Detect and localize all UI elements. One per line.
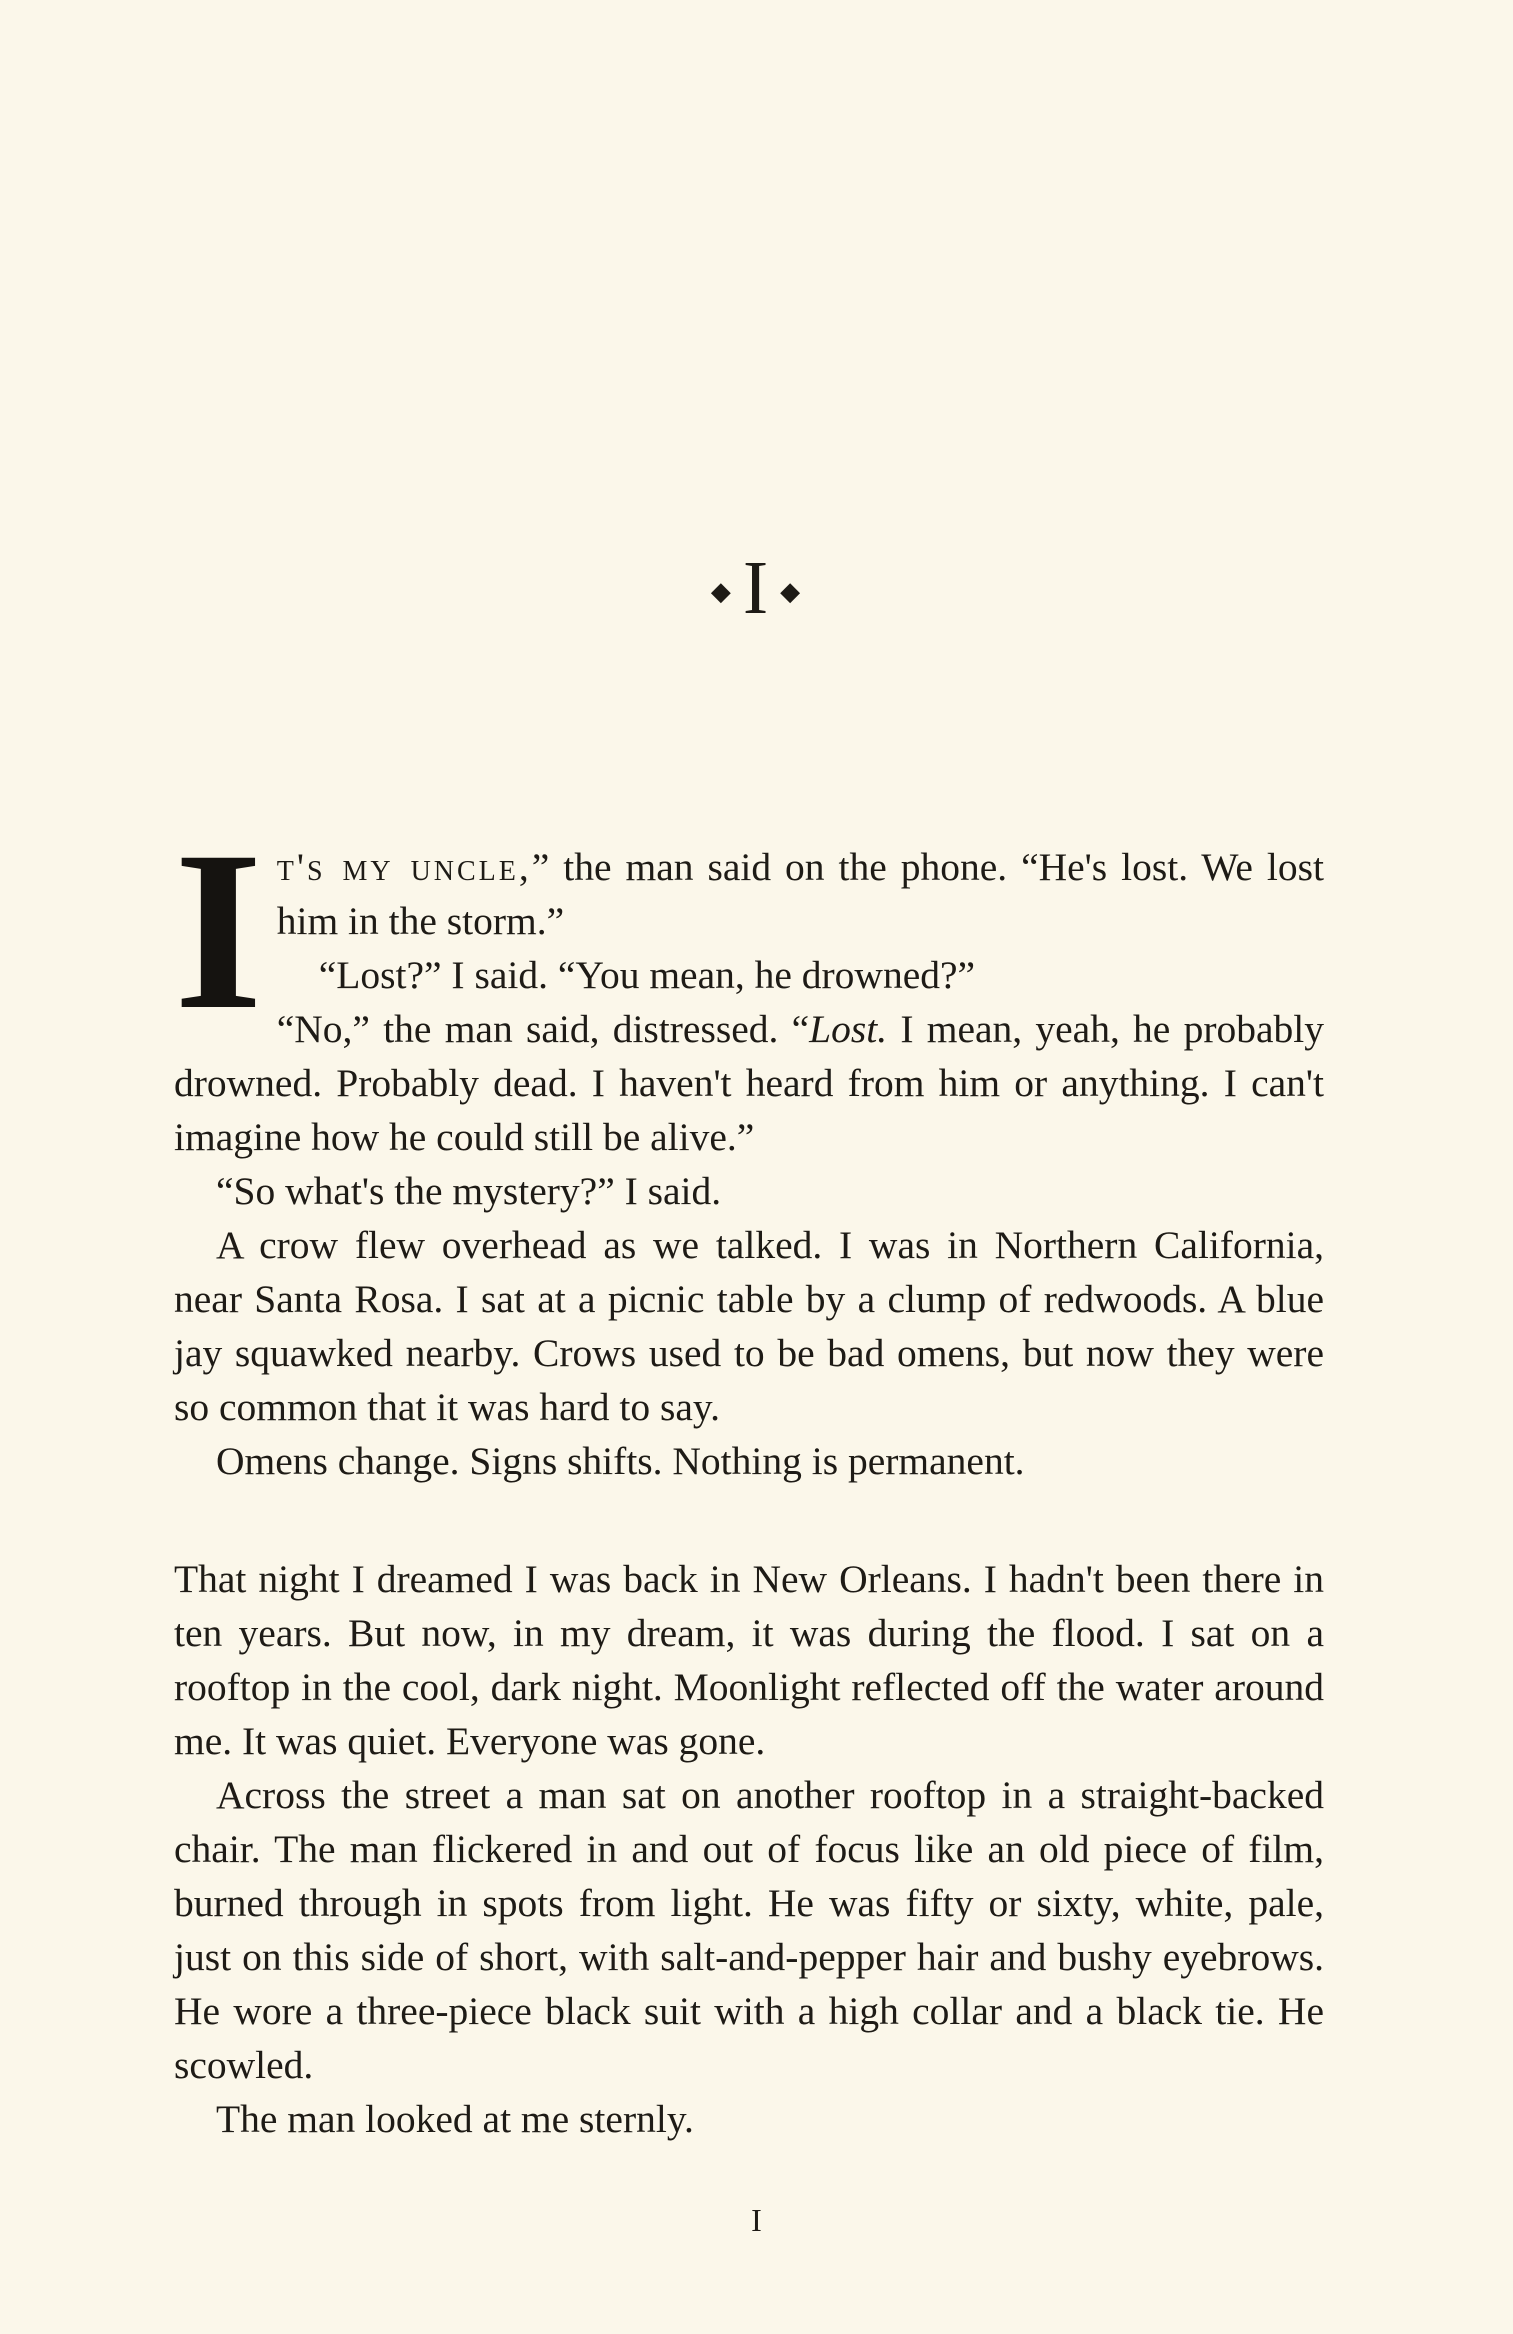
chapter-numeral: I [742, 546, 771, 630]
paragraph: The man looked at me sternly. [216, 2097, 694, 2141]
italic-word: Lost. [809, 1007, 888, 1051]
paragraph-text: I mean, yeah, he probably drowned. Probably dead. I haven't heard from him or anything. I can't imagine how he could still be alive.” [174, 1007, 1324, 1159]
section-two [174, 1552, 1324, 2146]
section-one [174, 805, 1324, 1488]
paragraph [174, 1002, 1324, 1164]
diamond-ornament-left-icon: ◆ [710, 576, 733, 606]
paragraph-text: “No,” the man said, distressed. “ [276, 1007, 810, 1051]
diamond-ornament-right-icon: ◆ [780, 576, 803, 606]
paragraph-opening [174, 840, 1324, 948]
chapter-heading [0, 548, 1513, 636]
paragraph: Across the street a man sat on another rooftop in a straight-backed chair. The man flickered in and out of focus like an old piece of film, burned through in spots from light. He was fifty or sixty, white, pale, just on this side of short, with salt-and-pepper hair and bushy eyebrows. He wore a three-piece black suit with a high collar and a black tie. He scowled. [174, 1773, 1324, 2087]
paragraph: A crow flew overhead as we talked. I was in Northern California, near Santa Rosa. I sat at a picnic table by a clump of redwoods. A blue jay squawked nearby. Crows used to be bad omens, but now they were so common that it was hard to say. [174, 1223, 1324, 1429]
paragraph: That night I dreamed I was back in New Orleans. I hadn't been there in ten years. But now, in my dream, it was during the flood. I sat on a rooftop in the cool, dark night. Moonlight reflected off the water around me. It was quiet. Everyone was gone. [174, 1557, 1324, 1763]
opening-small-caps: t's my uncle, [276, 845, 532, 889]
drop-cap: I [174, 805, 263, 1057]
paragraph: “Lost?” I said. “You mean, he drowned?” [318, 953, 976, 997]
paragraph-opening-rest: ” the man said on the phone. “He's lost. We lost him in the storm.” [276, 845, 1324, 943]
paragraph: “So what's the mystery?” I said. [216, 1169, 722, 1213]
paragraph: Omens change. Signs shifts. Nothing is permanent. [216, 1439, 1025, 1483]
page-number: I [751, 2202, 762, 2238]
